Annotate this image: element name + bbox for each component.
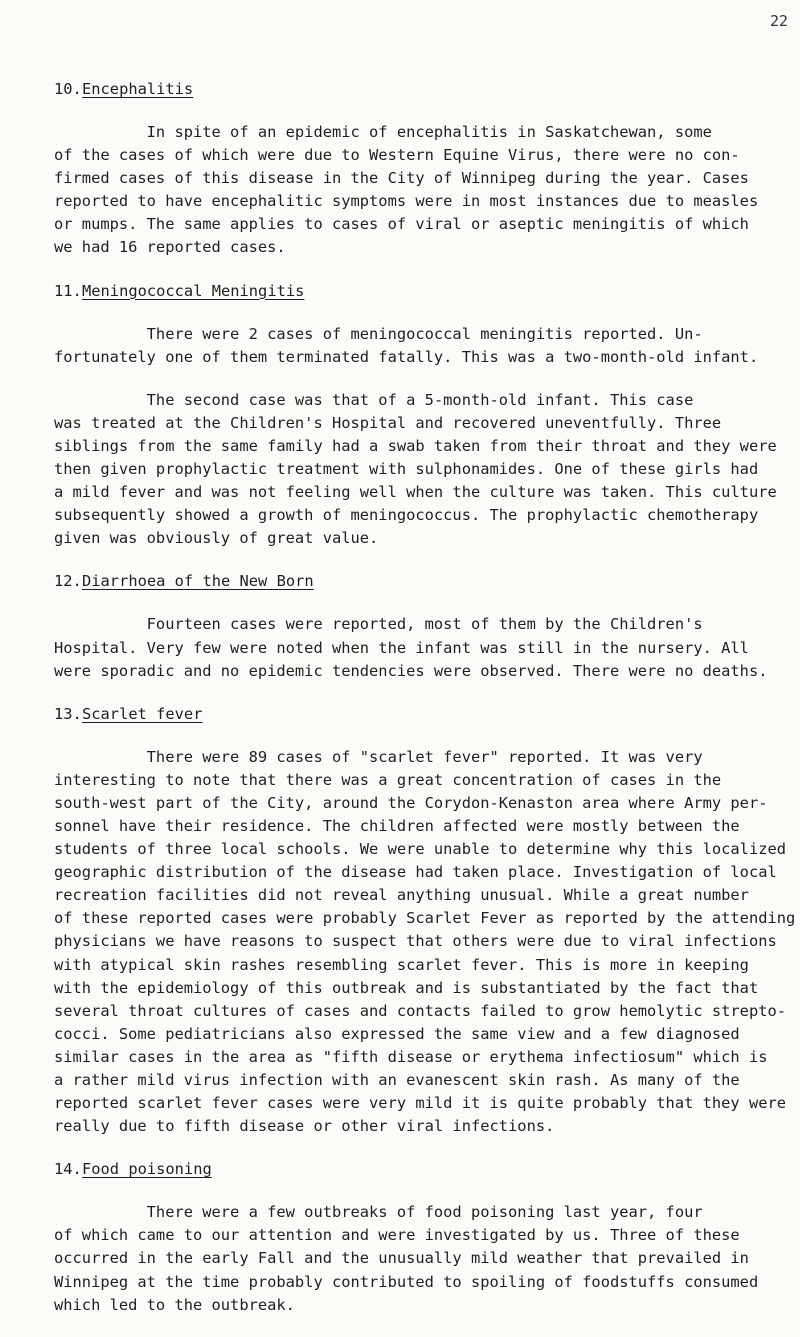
- text-line: geographic distribution of the disease had taken place. Investigation of local: [54, 863, 777, 882]
- text-line: given was obviously of great value.: [54, 529, 379, 548]
- section-10: [54, 78, 796, 260]
- text-line: interesting to note that there was a great concentration of cases in the: [54, 770, 722, 789]
- section-heading: [54, 78, 796, 101]
- text-line: physicians we have reasons to suspect that others were due to viral infections: [54, 932, 777, 951]
- section-number: 14.: [54, 1160, 82, 1179]
- text-line: a mild fever and was not feeling well when the culture was taken. This culture: [54, 483, 777, 502]
- text-line: of the cases of which were due to Western Equine Virus, there were no con-: [54, 146, 740, 165]
- section-heading: [54, 570, 796, 593]
- text-line: then given prophylactic treatment with sulphonamides. One of these girls had: [54, 460, 759, 479]
- section-number: 10.: [54, 80, 82, 98]
- section-13: [54, 703, 796, 1139]
- text-line: subsequently showed a growth of meningococcus. The prophylactic chemotherapy: [54, 506, 759, 525]
- text-line: sonnel have their residence. The children affected were mostly between the: [54, 816, 740, 835]
- text-line: a rather mild virus infection with an evanescent skin rash. As many of the: [54, 1071, 740, 1089]
- text-line: siblings from the same family had a swab taken from their throat and they were: [54, 436, 777, 455]
- page-number: 22: [769, 12, 788, 30]
- text-line: which led to the outbreak.: [54, 1295, 295, 1314]
- paragraph: [54, 389, 796, 551]
- section-11: [54, 280, 796, 551]
- text-line: we had 16 reported cases.: [54, 238, 286, 257]
- text-line: In spite of an epidemic of encephalitis in Saskatchewan, some: [54, 123, 712, 141]
- text-line: Winnipeg at the time probably contributed to spoiling of foodstuffs consumed: [54, 1272, 759, 1291]
- section-title: Encephalitis: [82, 80, 194, 98]
- text-line: recreation facilities did not reveal anything unusual. While a great number: [54, 886, 749, 905]
- paragraph: [54, 746, 796, 1139]
- text-line: was treated at the Children's Hospital and recovered uneventfully. Three: [54, 413, 722, 432]
- text-line: There were 89 cases of "scarlet fever" reported. It was very: [54, 747, 703, 766]
- paragraph: [54, 121, 796, 260]
- section-number: 11.: [54, 281, 82, 300]
- text-line: There were a few outbreaks of food poisoning last year, four: [54, 1203, 703, 1222]
- section-heading: [54, 1158, 796, 1181]
- text-line: There were 2 cases of meningococcal meningitis reported. Un-: [54, 324, 703, 343]
- section-title: Food poisoning: [82, 1160, 212, 1179]
- text-line: occurred in the early Fall and the unusually mild weather that prevailed in: [54, 1249, 749, 1268]
- section-title: Diarrhoea of the New Born: [82, 572, 314, 591]
- text-line: or mumps. The same applies to cases of viral or aseptic meningitis of which: [54, 215, 749, 234]
- section-title: Scarlet fever: [82, 704, 203, 723]
- text-line: several throat cultures of cases and contacts failed to grow hemolytic strepto-: [54, 1001, 787, 1020]
- paragraph: [54, 1201, 796, 1316]
- document-body: [54, 78, 796, 1337]
- section-heading: [54, 280, 796, 303]
- text-line: with atypical skin rashes resembling scarlet fever. This is more in keeping: [54, 955, 749, 974]
- text-line: with the epidemiology of this outbreak and is substantiated by the fact that: [54, 978, 759, 997]
- text-line: Hospital. Very few were noted when the infant was still in the nursery. All: [54, 638, 749, 657]
- paragraph: [54, 613, 796, 682]
- text-line: The second case was that of a 5-month-old infant. This case: [54, 390, 694, 409]
- section-title: Meningococcal Meningitis: [82, 281, 305, 300]
- section-number: 13.: [54, 704, 82, 723]
- text-line: were sporadic and no epidemic tendencies were observed. There were no deaths.: [54, 661, 768, 680]
- text-line: south-west part of the City, around the Corydon-Kenaston area where Army per-: [54, 793, 768, 812]
- section-12: [54, 570, 796, 682]
- text-line: really due to fifth disease or other viral infections.: [54, 1117, 555, 1136]
- text-line: similar cases in the area as "fifth disease or erythema infectiosum" which is: [54, 1047, 768, 1066]
- section-heading: [54, 703, 796, 726]
- text-line: of these reported cases were probably Scarlet Fever as reported by the attending: [54, 909, 796, 928]
- text-line: cocci. Some pediatricians also expressed the same view and a few diagnosed: [54, 1024, 740, 1043]
- section-number: 12.: [54, 572, 82, 591]
- paragraph: [54, 323, 796, 369]
- text-line: reported to have encephalitic symptoms were in most instances due to measles: [54, 192, 759, 211]
- text-line: of which came to our attention and were investigated by us. Three of these: [54, 1226, 740, 1245]
- text-line: students of three local schools. We were unable to determine why this localized: [54, 840, 787, 859]
- text-line: reported scarlet fever cases were very mild it is quite probably that they were: [54, 1094, 787, 1113]
- text-line: Fourteen cases were reported, most of them by the Children's: [54, 615, 703, 634]
- text-line: fortunately one of them terminated fatally. This was a two-month-old infant.: [54, 347, 759, 366]
- text-line: firmed cases of this disease in the City of Winnipeg during the year. Cases: [54, 169, 749, 188]
- section-14: [54, 1158, 796, 1316]
